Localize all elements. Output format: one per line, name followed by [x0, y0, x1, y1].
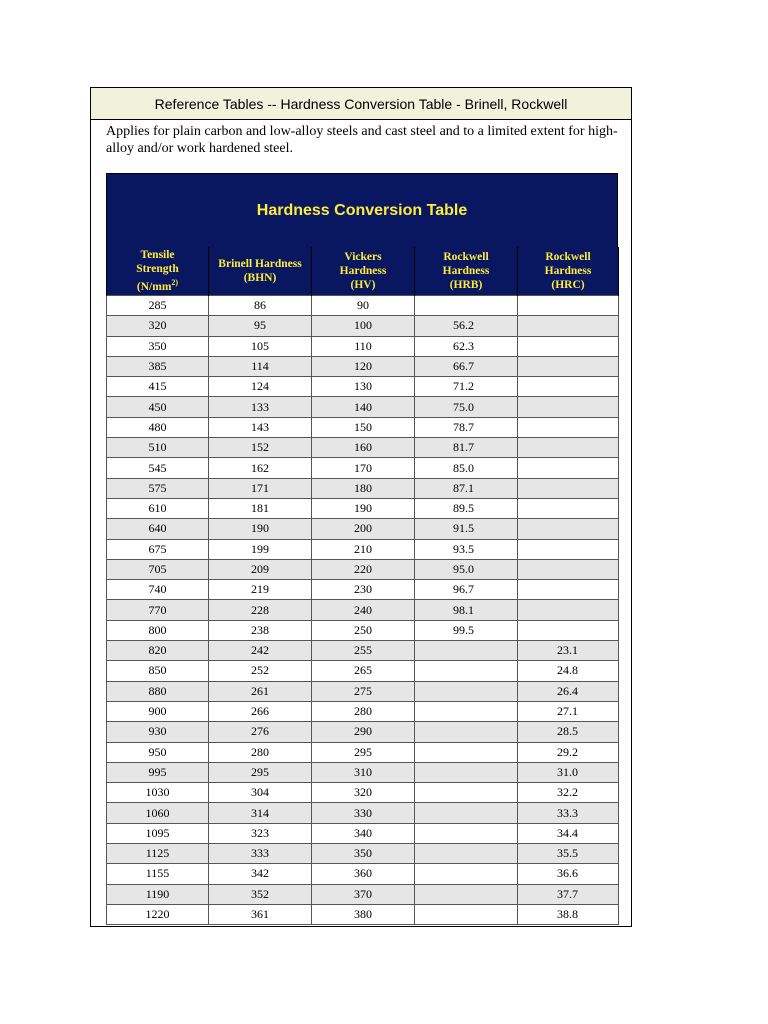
- tensile-strength-cell: 510: [107, 438, 209, 458]
- vickers-cell: 310: [312, 762, 415, 782]
- vickers-cell: 255: [312, 641, 415, 661]
- tensile-strength-cell: 930: [107, 722, 209, 742]
- vickers-cell: 295: [312, 742, 415, 762]
- hrb-cell: 91.5: [415, 519, 518, 539]
- hrc-cell: 38.8: [518, 904, 619, 924]
- hrc-cell: [518, 600, 619, 620]
- table-row: [107, 742, 619, 762]
- tensile-strength-cell: 1060: [107, 803, 209, 823]
- hrb-cell: 71.2: [415, 377, 518, 397]
- header-line: Rockwell: [545, 251, 591, 263]
- vickers-cell: 330: [312, 803, 415, 823]
- description-text: Applies for plain carbon and low-alloy steels and cast steel and to a limited extent for high-alloy and/or work hardened steel.: [106, 124, 618, 156]
- hrb-cell: 75.0: [415, 397, 518, 417]
- brinell-cell: 162: [209, 458, 312, 478]
- brinell-cell: 114: [209, 356, 312, 376]
- brinell-cell: 238: [209, 620, 312, 640]
- hrc-cell: [518, 397, 619, 417]
- header-line: Brinell Hardness: [218, 258, 302, 270]
- table-row: [107, 803, 619, 823]
- hrc-cell: 28.5: [518, 722, 619, 742]
- hrb-cell: 99.5: [415, 620, 518, 640]
- tensile-strength-cell: 850: [107, 661, 209, 681]
- hrc-cell: 33.3: [518, 803, 619, 823]
- tensile-strength-cell: 1155: [107, 864, 209, 884]
- brinell-cell: 342: [209, 864, 312, 884]
- vickers-cell: 210: [312, 539, 415, 559]
- hrb-cell: [415, 722, 518, 742]
- brinell-cell: 266: [209, 701, 312, 721]
- table-row: [107, 762, 619, 782]
- brinell-cell: 152: [209, 438, 312, 458]
- table-row: [107, 823, 619, 843]
- tensile-strength-cell: 480: [107, 417, 209, 437]
- tensile-strength-header: [107, 247, 209, 296]
- reference-frame: [90, 87, 632, 927]
- hrc-cell: [518, 438, 619, 458]
- tensile-strength-cell: 385: [107, 356, 209, 376]
- hrb-cell: 85.0: [415, 458, 518, 478]
- vickers-cell: 150: [312, 417, 415, 437]
- vickers-cell: 170: [312, 458, 415, 478]
- table-row: [107, 701, 619, 721]
- hrb-cell: [415, 904, 518, 924]
- hardness-conversion-table: [106, 247, 619, 925]
- hrc-cell: [518, 539, 619, 559]
- table-row: [107, 904, 619, 924]
- tensile-strength-cell: 705: [107, 559, 209, 579]
- hrc-cell: 23.1: [518, 641, 619, 661]
- vickers-cell: 320: [312, 783, 415, 803]
- brinell-cell: 209: [209, 559, 312, 579]
- tensile-strength-cell: 350: [107, 336, 209, 356]
- brinell-cell: 261: [209, 681, 312, 701]
- table-row: [107, 580, 619, 600]
- brinell-cell: 352: [209, 884, 312, 904]
- hrc-cell: 29.2: [518, 742, 619, 762]
- table-row: [107, 620, 619, 640]
- hrc-cell: [518, 478, 619, 498]
- table-row: [107, 844, 619, 864]
- brinell-cell: 295: [209, 762, 312, 782]
- hrb-cell: [415, 844, 518, 864]
- rockwell-hrc-header: [518, 247, 619, 296]
- tensile-strength-cell: 880: [107, 681, 209, 701]
- hrc-cell: [518, 458, 619, 478]
- brinell-cell: 124: [209, 377, 312, 397]
- hrc-cell: [518, 519, 619, 539]
- vickers-cell: 230: [312, 580, 415, 600]
- hrc-cell: [518, 356, 619, 376]
- vickers-cell: 120: [312, 356, 415, 376]
- hrb-cell: 78.7: [415, 417, 518, 437]
- hardness-table-container: [106, 173, 618, 925]
- hrc-cell: [518, 620, 619, 640]
- table-row: [107, 864, 619, 884]
- brinell-cell: 252: [209, 661, 312, 681]
- table-row: [107, 519, 619, 539]
- vickers-cell: 350: [312, 844, 415, 864]
- hrc-cell: [518, 296, 619, 316]
- hrb-cell: 89.5: [415, 498, 518, 518]
- brinell-cell: 199: [209, 539, 312, 559]
- hrc-cell: [518, 417, 619, 437]
- vickers-cell: 360: [312, 864, 415, 884]
- hrc-cell: [518, 580, 619, 600]
- tensile-strength-cell: 1190: [107, 884, 209, 904]
- tensile-strength-cell: 610: [107, 498, 209, 518]
- table-row: [107, 498, 619, 518]
- vickers-cell: 340: [312, 823, 415, 843]
- hrc-cell: 27.1: [518, 701, 619, 721]
- hrb-cell: 96.7: [415, 580, 518, 600]
- header-line: (HRC): [551, 279, 585, 291]
- brinell-cell: 333: [209, 844, 312, 864]
- hrc-cell: 32.2: [518, 783, 619, 803]
- hrc-cell: 24.8: [518, 661, 619, 681]
- brinell-cell: 95: [209, 316, 312, 336]
- table-row: [107, 641, 619, 661]
- hrb-cell: [415, 661, 518, 681]
- header-line: Strength: [136, 263, 179, 276]
- header-line: Tensile: [140, 249, 175, 262]
- hrc-cell: [518, 316, 619, 336]
- table-row: [107, 438, 619, 458]
- table-row: [107, 356, 619, 376]
- tensile-strength-cell: 770: [107, 600, 209, 620]
- brinell-cell: 190: [209, 519, 312, 539]
- brinell-hardness-header: [209, 247, 312, 296]
- brinell-cell: 219: [209, 580, 312, 600]
- vickers-cell: 265: [312, 661, 415, 681]
- vickers-cell: 100: [312, 316, 415, 336]
- header-superscript: 2): [171, 278, 179, 288]
- table-row: [107, 559, 619, 579]
- tensile-strength-cell: 545: [107, 458, 209, 478]
- header-line: (HV): [350, 279, 376, 291]
- table-row: [107, 296, 619, 316]
- brinell-cell: 304: [209, 783, 312, 803]
- tensile-strength-cell: 800: [107, 620, 209, 640]
- brinell-cell: 105: [209, 336, 312, 356]
- vickers-cell: 110: [312, 336, 415, 356]
- tensile-strength-cell: 995: [107, 762, 209, 782]
- vickers-cell: 130: [312, 377, 415, 397]
- header-line: Vickers: [344, 251, 382, 263]
- hrb-cell: 62.3: [415, 336, 518, 356]
- vickers-cell: 250: [312, 620, 415, 640]
- hrc-cell: [518, 336, 619, 356]
- hrb-cell: 56.2: [415, 316, 518, 336]
- hrb-cell: [415, 864, 518, 884]
- tensile-strength-cell: 1220: [107, 904, 209, 924]
- brinell-cell: 133: [209, 397, 312, 417]
- header-line: Hardness: [339, 265, 387, 277]
- vickers-cell: 160: [312, 438, 415, 458]
- table-row: [107, 316, 619, 336]
- table-row: [107, 417, 619, 437]
- hrb-cell: [415, 681, 518, 701]
- table-body: [107, 296, 619, 925]
- tensile-strength-cell: 1125: [107, 844, 209, 864]
- hrb-cell: [415, 783, 518, 803]
- header-line: (BHN): [243, 272, 277, 284]
- tensile-strength-cell: 900: [107, 701, 209, 721]
- brinell-cell: 143: [209, 417, 312, 437]
- tensile-strength-cell: 415: [107, 377, 209, 397]
- brinell-cell: 280: [209, 742, 312, 762]
- hrc-cell: 31.0: [518, 762, 619, 782]
- tensile-strength-cell: 320: [107, 316, 209, 336]
- table-row: [107, 600, 619, 620]
- hrc-cell: 36.6: [518, 864, 619, 884]
- table-row: [107, 783, 619, 803]
- table-row: [107, 539, 619, 559]
- rockwell-hrb-header: [415, 247, 518, 296]
- brinell-cell: 323: [209, 823, 312, 843]
- brinell-cell: 228: [209, 600, 312, 620]
- vickers-cell: 280: [312, 701, 415, 721]
- hrb-cell: 66.7: [415, 356, 518, 376]
- table-header-row: [107, 247, 619, 296]
- table-row: [107, 661, 619, 681]
- vickers-cell: 190: [312, 498, 415, 518]
- tensile-strength-cell: 640: [107, 519, 209, 539]
- vickers-cell: 90: [312, 296, 415, 316]
- hrc-cell: 37.7: [518, 884, 619, 904]
- table-row: [107, 884, 619, 904]
- table-row: [107, 336, 619, 356]
- vickers-cell: 200: [312, 519, 415, 539]
- hrc-cell: 26.4: [518, 681, 619, 701]
- hrb-cell: [415, 884, 518, 904]
- tensile-strength-cell: 285: [107, 296, 209, 316]
- tensile-strength-cell: 675: [107, 539, 209, 559]
- header-line: Hardness: [442, 265, 490, 277]
- hrc-cell: [518, 559, 619, 579]
- hrb-cell: [415, 762, 518, 782]
- brinell-cell: 171: [209, 478, 312, 498]
- vickers-cell: 240: [312, 600, 415, 620]
- tensile-strength-cell: 740: [107, 580, 209, 600]
- hrc-cell: 35.5: [518, 844, 619, 864]
- hrb-cell: [415, 701, 518, 721]
- hrb-cell: 93.5: [415, 539, 518, 559]
- hrb-cell: 81.7: [415, 438, 518, 458]
- tensile-strength-cell: 1030: [107, 783, 209, 803]
- hrc-cell: 34.4: [518, 823, 619, 843]
- hrb-cell: [415, 803, 518, 823]
- table-row: [107, 722, 619, 742]
- tensile-strength-cell: 450: [107, 397, 209, 417]
- vickers-cell: 180: [312, 478, 415, 498]
- header-line: Hardness: [544, 265, 592, 277]
- table-row: [107, 377, 619, 397]
- hrc-cell: [518, 498, 619, 518]
- table-row: [107, 478, 619, 498]
- hrb-cell: 87.1: [415, 478, 518, 498]
- hrb-cell: [415, 296, 518, 316]
- tensile-strength-cell: 950: [107, 742, 209, 762]
- header-line: (HRB): [449, 279, 483, 291]
- hrb-cell: 98.1: [415, 600, 518, 620]
- hrb-cell: [415, 641, 518, 661]
- brinell-cell: 242: [209, 641, 312, 661]
- brinell-cell: 181: [209, 498, 312, 518]
- tensile-strength-cell: 1095: [107, 823, 209, 843]
- hrc-cell: [518, 377, 619, 397]
- header-line: (N/mm: [136, 280, 172, 293]
- vickers-cell: 290: [312, 722, 415, 742]
- brinell-cell: 361: [209, 904, 312, 924]
- page-title: Reference Tables -- Hardness Conversion Table - Brinell, Rockwell: [91, 88, 631, 120]
- table-row: [107, 458, 619, 478]
- vickers-cell: 380: [312, 904, 415, 924]
- tensile-strength-cell: 820: [107, 641, 209, 661]
- table-row: [107, 681, 619, 701]
- brinell-cell: 86: [209, 296, 312, 316]
- hrb-cell: [415, 823, 518, 843]
- brinell-cell: 276: [209, 722, 312, 742]
- brinell-cell: 314: [209, 803, 312, 823]
- vickers-cell: 370: [312, 884, 415, 904]
- table-row: [107, 397, 619, 417]
- vickers-cell: 140: [312, 397, 415, 417]
- hrb-cell: [415, 742, 518, 762]
- vickers-cell: 220: [312, 559, 415, 579]
- hrb-cell: 95.0: [415, 559, 518, 579]
- table-title: Hardness Conversion Table: [106, 173, 618, 247]
- header-line: Rockwell: [443, 251, 489, 263]
- vickers-cell: 275: [312, 681, 415, 701]
- vickers-hardness-header: [312, 247, 415, 296]
- tensile-strength-cell: 575: [107, 478, 209, 498]
